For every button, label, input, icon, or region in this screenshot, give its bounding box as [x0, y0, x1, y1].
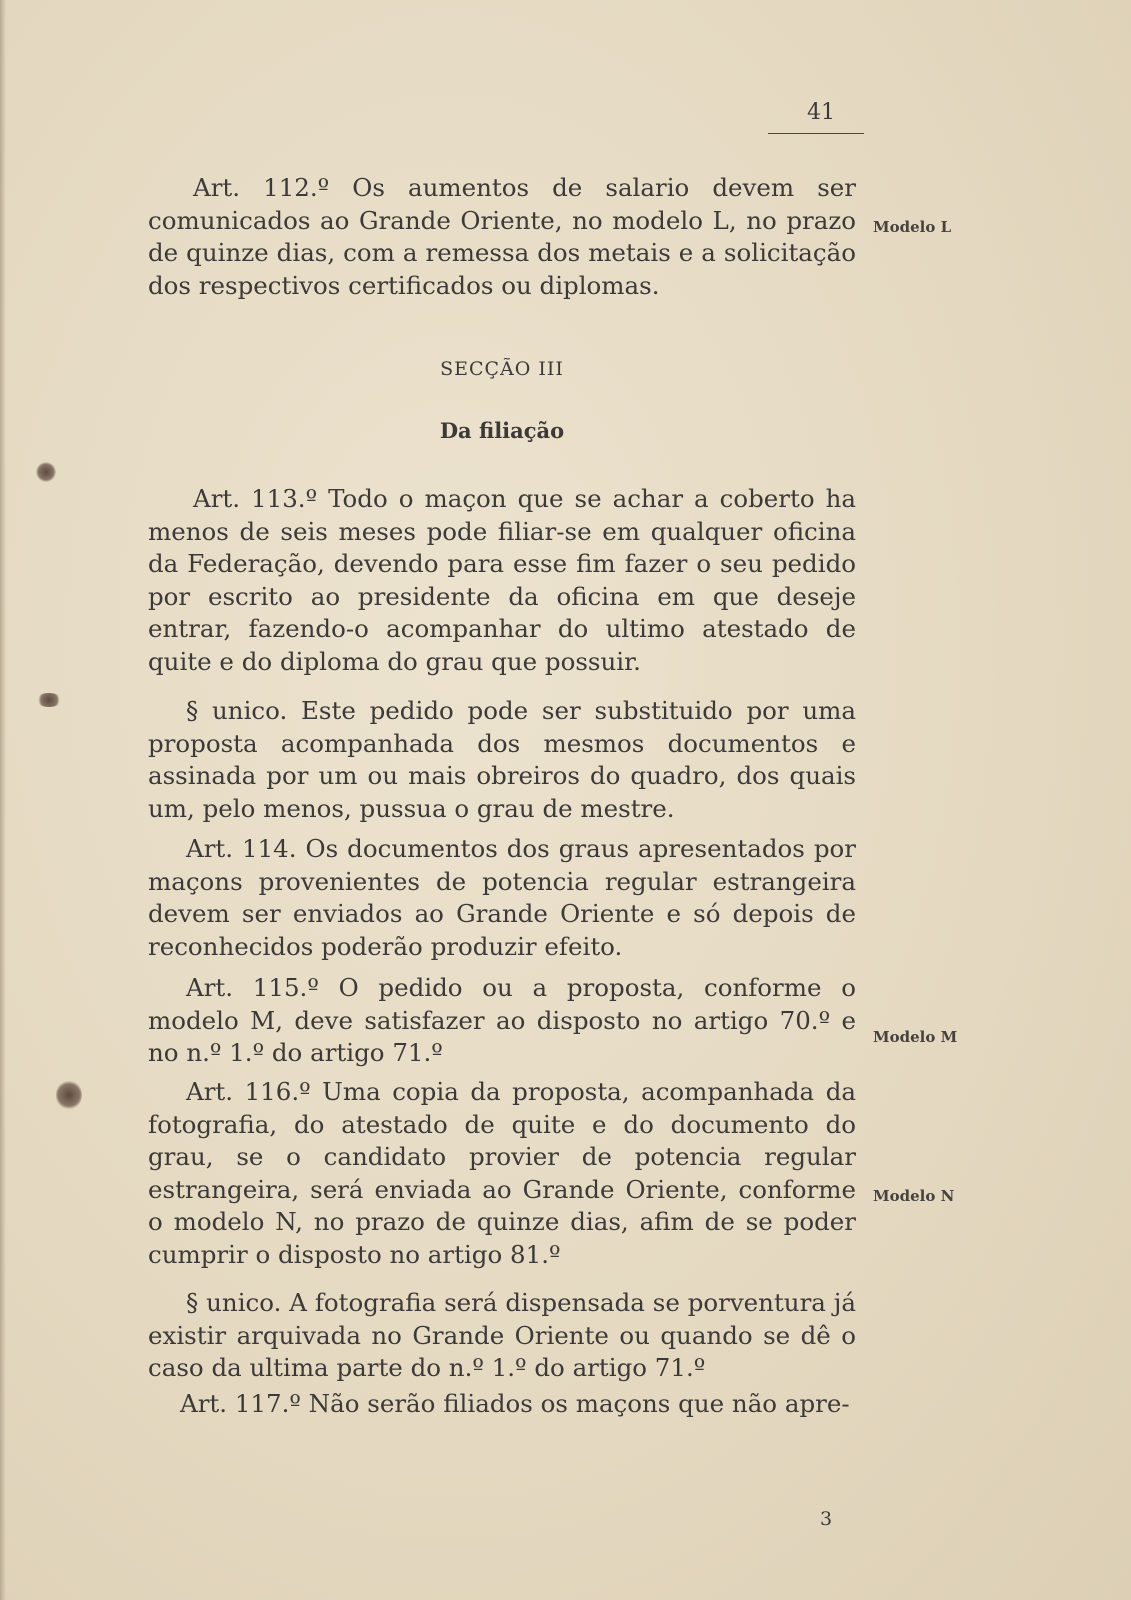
page-number: 41 — [807, 100, 835, 125]
header-rule — [768, 133, 864, 134]
article-113: Art. 113.º Todo o maçon que se achar a coberto ha menos de seis meses pode filiar-se em qualquer oficina da Federação, devendo para esse fim fazer o seu pedido por escrito ao presidente da oficina em que deseje entrar, fazendo-o acompanhar do ultimo atestado de quite e do diploma do grau que possuir. — [148, 484, 856, 676]
article-115: Art. 115.º O pedido ou a proposta, conforme o modelo M, deve satisfazer ao disposto no artigo 70.º e no n.º 1.º do artigo 71.º — [148, 973, 856, 1068]
margin-note-modelo-n: Modelo N — [873, 1187, 955, 1205]
article-116: Art. 116.º Uma copia da proposta, acompanhada da fotografia, do atestado de quite e do documento do grau, se o candidato provier de potencia regular estrangeira, será enviada ao Grande Oriente, conforme o modelo N, no prazo de quinze dias, afim de se poder cumprir o disposto no artigo 81.º — [148, 1077, 856, 1269]
article-117: Art. 117.º Não serão filiados os maçons que não apre- — [180, 1389, 850, 1418]
margin-note-modelo-l: Modelo L — [873, 218, 952, 236]
section-heading: SECÇÃO III — [440, 358, 564, 380]
binding-hole — [56, 1080, 82, 1110]
article-112: Art. 112.º Os aumentos de salario devem ser comunicados ao Grande Oriente, no modelo L, no prazo de quinze dias, com a remessa dos metais e a solicitação dos respectivos certificados ou diplomas. — [148, 173, 856, 300]
paper-edge — [0, 0, 6, 1600]
article-113-paragraph-unico: § unico. Este pedido pode ser substituido por uma proposta acompanhada dos mesmos documentos e assinada por um ou mais obreiros do quadro, dos quais um, pelo menos, pussua o grau de mestre. — [148, 696, 856, 823]
margin-note-modelo-m: Modelo M — [873, 1028, 958, 1046]
article-114: Art. 114. Os documentos dos graus apresentados por maçons provenientes de potencia regular estrangeira devem ser enviados ao Grande Oriente e só depois de reconhecidos poderão produzir efeito. — [148, 834, 856, 961]
binding-hole — [36, 693, 62, 707]
binding-hole — [36, 462, 56, 482]
signature-mark: 3 — [820, 1508, 833, 1530]
subsection-heading: Da filiação — [439, 418, 565, 443]
article-116-paragraph-unico: § unico. A fotografia será dispensada se porventura já existir arquivada no Grande Oriente ou quando se dê o caso da ultima parte do n.º 1.º do artigo 71.º — [148, 1288, 856, 1383]
